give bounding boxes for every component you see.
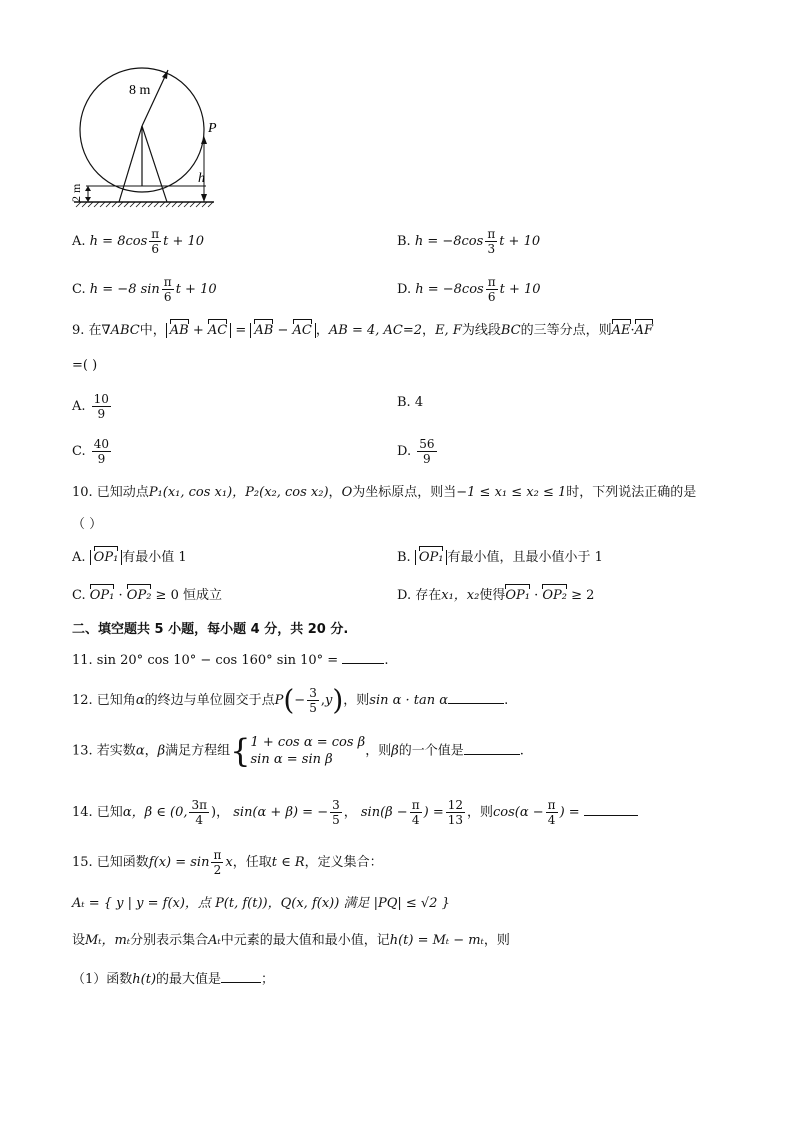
q8-option-d: D. h = −8cos $\frac{\pi}{6}$ t + 10 [397,275,541,304]
q10-option-d: D. 存在x₁，x₂使得OP₁ · OP₂ ≥ 2 [397,588,595,603]
ground-label: 2 m [69,183,83,202]
q10-option-c: C. OP₁ · OP₂ ≥ 0 恒成立 [72,588,222,603]
q12: 12. 已知角α的终边与单位圆交于点P(− $\frac{3}{5}$ ,y)，则sin α · tan α . [72,683,509,717]
q15-stem: 15. 已知函数f(x) = sin $\frac{\pi}{2}$ x，任取t ∈ R，定义集合： [72,848,383,877]
q14: 14. 已知α，β ∈ (0, $\frac{3\pi}{4}$ )， sin(α + β) = − $\frac{3}{5}$ ， sin(β − $\frac{\pi}{4}$ ) = $\frac{12}{13}$ ，则cos(α − $\frac{\pi}{4}$ ) = [72,798,638,827]
q10-option-a: A. OP₁ 有最小值 1 [72,550,187,565]
point-label: P [208,121,217,136]
q11-answer-blank[interactable] [342,651,384,664]
q9-option-d: D. $\frac{56}{9}$ [397,437,435,466]
q10-stem: 10. 已知动点P₁(x₁, cos x₁)，P₂(x₂, cos x₂)，O为坐标原点，则当−1 ≤ x₁ ≤ x₂ ≤ 1时，下列说法正确的是 [72,485,697,500]
q9-stem-line2: =( ) [72,358,98,373]
q11: 11. sin 20° cos 10° − cos 160° sin 10° = . [72,653,389,668]
q9-option-a: A. $\frac{10}{9}$ [72,392,109,421]
section-2-title: 二、填空题共 5 小题，每小题 4 分，共 20 分. [72,622,349,637]
height-label: h [198,171,205,186]
q8-option-b: B. h = −8cos $\frac{\pi}{3}$ t + 10 [397,227,541,256]
q15-sub1-answer-blank[interactable] [221,970,261,983]
q13-answer-blank[interactable] [464,742,520,755]
q10-option-b: B. OP₁ 有最小值，且最小值小于 1 [397,550,603,565]
q15-line3: 设Mₜ，mₜ分别表示集合Aₜ中元素的最大值和最小值，记h(t) = Mₜ − mₜ，则 [72,933,510,948]
radius-arrow [142,70,168,126]
q9-option-c: C. $\frac{40}{9}$ [72,437,110,466]
q13: 13. 若实数α，β满足方程组{ 1 + cos α = cos β sin α = sin β ，则β的一个值是 . [72,732,524,770]
q15-sub1: （1）函数h(t)的最大值是 ； [72,972,275,987]
ferris-wheel-figure [64,60,224,210]
q15-set-definition: Aₜ = { y | y = f(x)，点 P(t, f(t))，Q(x, f(x)) 满足 |PQ| ≤ √2 } [72,896,450,911]
q10-stem-line2: （ ） [72,517,103,532]
q8-option-c: C. h = −8 sin $\frac{\pi}{6}$ t + 10 [72,275,217,304]
q14-answer-blank[interactable] [584,803,638,816]
ground-hatching [76,202,213,207]
radius-label: 8 m [129,83,151,98]
q9-option-b: B. 4 [397,395,424,410]
q9-stem: 9. 在∇ABC中， AB + AC = AB − AC ，AB = 4, AC=2，E, F为线段BC的三等分点，则AE·AF [72,323,654,338]
q8-option-a: A. h = 8cos $\frac{\pi}{6}$ t + 10 [72,227,205,256]
q12-answer-blank[interactable] [448,691,504,704]
